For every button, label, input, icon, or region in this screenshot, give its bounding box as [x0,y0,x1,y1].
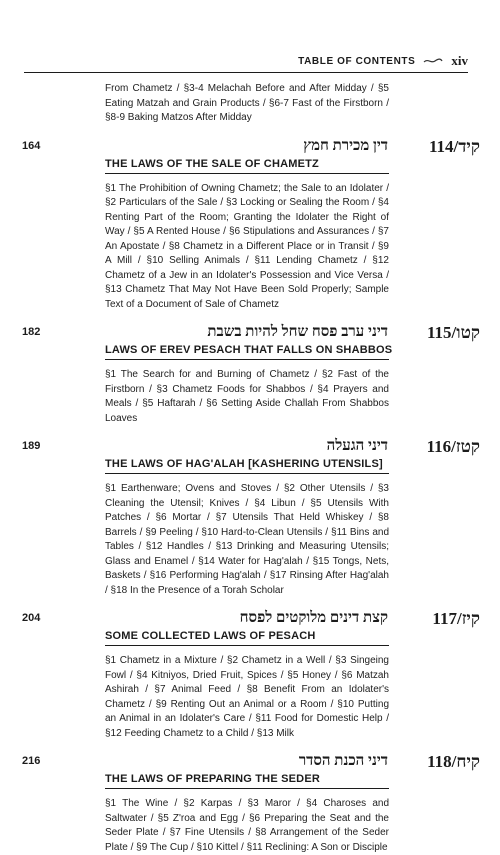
english-title: THE LAWS OF PREPARING THE SEDER [105,773,321,785]
toc-entry [0,138,500,313]
toc-entry [0,438,500,598]
toc-content [0,82,500,855]
hebrew-title: דין מכירת חמץ [303,137,388,154]
title-rule [105,473,389,474]
continuation-text: From Chametz / §3-4 Melachah Before and After Midday / §5 Eating Matzah and Grain Products / §6-7 Fast of the Firstborn / §8-9 Baking Matzos After Midday [105,83,389,123]
running-header-title: TABLE OF CONTENTS [298,55,416,67]
siman-arabic: 116 [426,437,452,456]
entry-text: §1 The Prohibition of Owning Chametz; the Sale to an Idolater / §2 Particulars of the Sale / §3 Locking or Sealing the Room / §4 Renting Part of the Room; Granting the Idolater the Right of Way / §5 A Rented House / §6 Stipulations and Assurances / §7 An Apostate / §8 Chametz in a Different Place or in Transit / §9 A Mill / §10 Selling Animals / §11 Lending Chametz / §12 Chametz of a Jew in an Idolater's Possession and Vice Versa / §13 Chametz That May Not Have Been Sold Properly; Sample Text of a Document of Sale of Chametz [105,182,389,310]
entry-text: §1 The Wine / §2 Karpas / §3 Maror / §4 Charoses and Saltwater / §5 Z'roa and Egg / §6 Preparing the Seat and the Seder Plate / §7 Fine Utensils / §8 Arrangement of the Seder Plate / §9 The Cup / §10 Kittel / §11 Reclining: A Son or Disciple [105,798,389,853]
english-title: LAWS OF EREV PESACH THAT FALLS ON SHABBOS [105,344,393,356]
ornament-icon [423,54,443,69]
page-number: 164 [22,139,41,152]
siman-number [429,137,480,157]
toc-entry [0,753,500,855]
english-title: SOME COLLECTED LAWS OF PESACH [105,630,316,642]
running-header [24,50,468,73]
entry-text: §1 Chametz in a Mixture / §2 Chametz in a Well / §3 Singeing Fowl / §4 Kitniyos, Dried Fruit, Spices / §5 Honey / §6 Matzah Ashirah / §7 Animal Feed / §8 Benefit From an Idolater's Chametz / §9 Renting Out an Animal or a Room / §10 Putting an Animal in an Idolater's Care / §11 Food for Domestic Help / §12 Feeding Chametz to a Child / §13 Milk [105,655,389,739]
hebrew-title: דיני הגעלה [326,438,388,454]
siman-number [432,609,480,629]
title-rule [105,359,389,360]
hebrew-title: דיני ערב פסח שחל להיות בשבת [207,324,388,340]
siman-arabic: 117 [432,609,457,628]
entry-text: §1 The Search for and Burning of Chametz / §2 Fast of the Firstborn / §3 Chametz Foods for Shabbos / §4 Prayers and Meals / §5 Haftarah / §6 Setting Aside Challah From Shabbos Loaves [105,369,389,424]
page-number: 189 [22,440,41,452]
english-title: THE LAWS OF HAG'ALAH [KASHERING UTENSILS] [105,458,383,470]
toc-entry [0,324,500,426]
siman-hebrew: קיח/ [451,752,480,771]
entry-text: §1 Earthenware; Ovens and Stoves / §2 Other Utensils / §3 Cleaning the Utensil; Knives / §4 Libun / §5 Utensils With Patches / §6 Mortar / §7 Utensils That Held Whiskey / §8 Barrels / §9 Peeling / §10 Hard-to-Clean Utensils / §11 Bins and Tables / §12 Handles / §13 Drinking and Measuring Utensils; Glass and Enamel / §14 Water for Hag'alah / §15 Tongs, Nets, Baskets / §16 Performing Hag'alah / §17 Rinsing After Hag'alah / §18 In the Presence of a Torah Scholar [105,483,389,596]
title-rule [105,173,389,174]
hebrew-title: קצת דינים מלוקטים לפסח [239,610,388,626]
siman-arabic: 114 [428,136,454,156]
page-number: 204 [22,612,41,624]
siman-hebrew: קטו/ [451,323,480,342]
siman-arabic: 118 [427,752,452,771]
title-rule [105,788,389,789]
siman-number [427,752,480,772]
page-folio: xiv [451,53,468,68]
siman-arabic: 115 [426,323,452,342]
siman-hebrew: קיז/ [456,609,480,628]
toc-entry [0,610,500,741]
page-number: 216 [22,755,41,767]
siman-hebrew: קטז/ [451,437,480,456]
siman-number [427,323,480,343]
title-rule [105,645,389,646]
siman-number [427,437,480,457]
hebrew-title: דיני הכנת הסדר [298,753,388,769]
english-title: THE LAWS OF THE SALE OF CHAMETZ [105,157,319,170]
page-number: 182 [22,326,41,338]
siman-hebrew: קיד/ [453,136,480,156]
